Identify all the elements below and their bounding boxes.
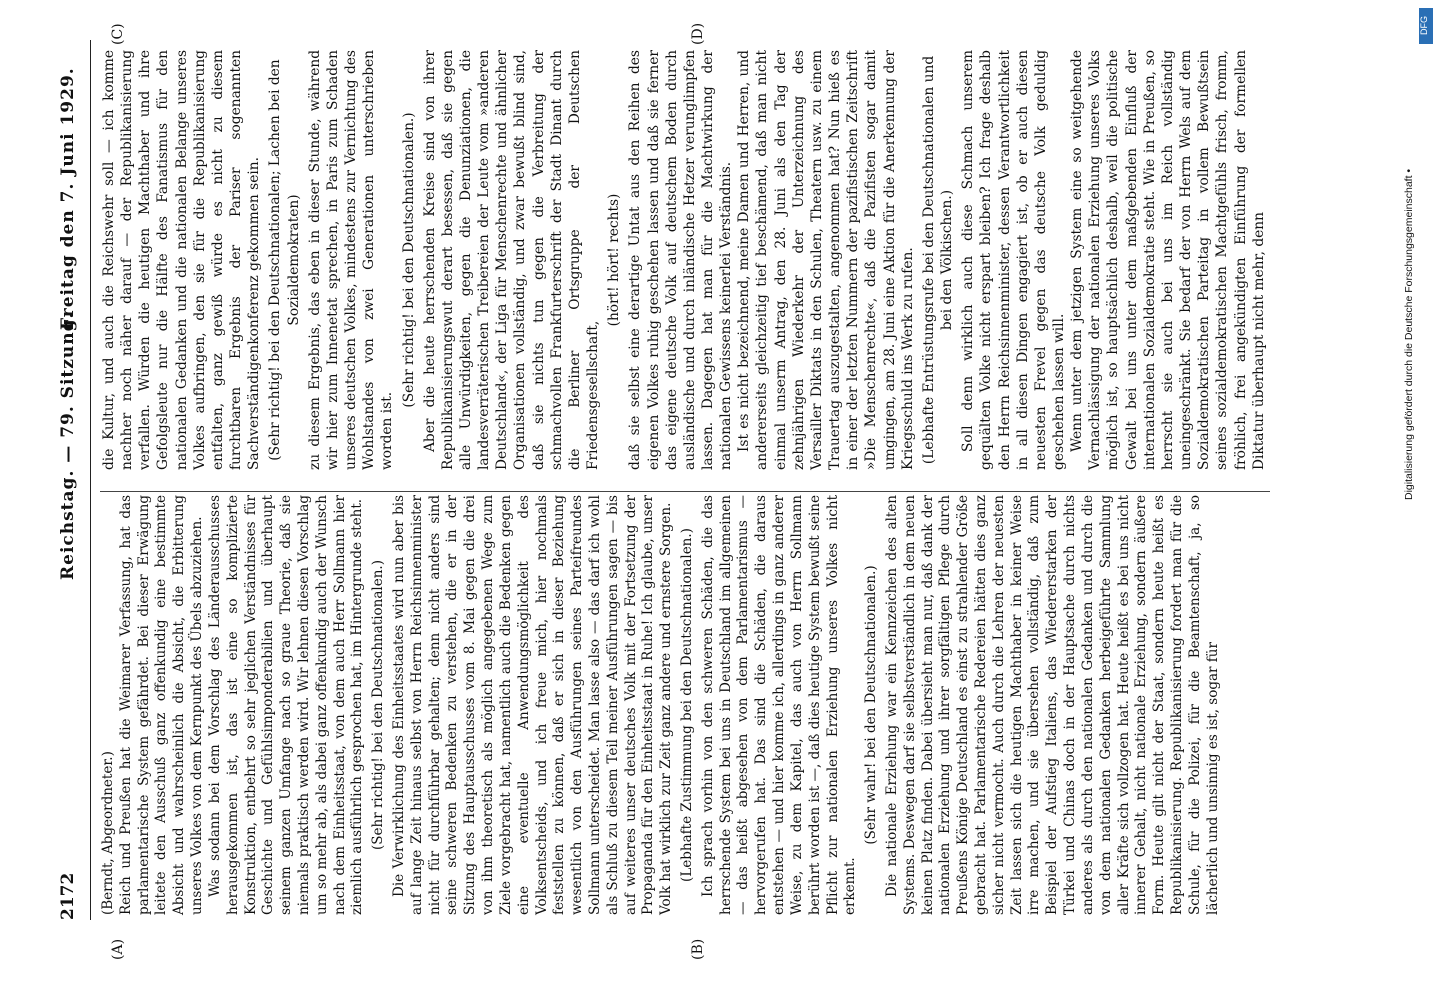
margin-letter-d: (D) (690, 22, 706, 45)
interjection: (Sehr richtig! bei den Deutschnationalen.) (400, 112, 417, 408)
header-rule (90, 40, 91, 920)
paragraph: Soll denn wirklich auch diese Schmach unserem gequälten Volke nicht erspart bleiben? Ich frage deshalb den Herrn Reichsinnenminister, dessen Verantwortlichkeit in all diesen Dingen engagiert ist, ob er auch diesen neuesten Frevel gegen das deutsche Volk geduldig geschehen lassen will. (960, 50, 1067, 470)
column-divider (100, 491, 1270, 492)
paragraph: daß sie selbst eine derartige Untat aus den Reihen des eigenen Volkes ruhig geschehen lassen und daß sie ferner das eigene deutsche Volk auf deutschem Boden durch ausländische und durch inländische Hetzer verunglimpfen lassen. Dagegen hat man für die Machtwirkung der nationalen Gewissens keinerlei Verständnis. (627, 50, 735, 470)
margin-letter-a: (A) (110, 938, 126, 960)
speaker-label: (Berndt, Abgeordneter.) (100, 751, 116, 915)
left-column (100, 495, 1222, 915)
margin-letter-b: (B) (690, 938, 706, 960)
page-number: 2172 (58, 872, 78, 920)
right-column (100, 50, 1268, 470)
dfg-logo: DFG (1419, 8, 1433, 44)
paragraph: Ist es nicht bezeichnend, meine Damen und Herren, und andererseits gleichzeitig tief beschämend, daß man nicht einmal unserm Antrag, den 28. Juni als den Tag der zehnjährigen Wiederkehr der Unterzeichnung des Versailler Diktats in den Schulen, Theatern usw. zu einem Trauertag auszugestalten, angenommen hat? Nun hieß es in einer der letzten Nummern der pazifistischen Zeitschrift »Die Menschenrechte«, daß die Pazifisten sogar damit umgingen, am 28. Juni eine Aktion für die Anerkennung der Kriegsschuld ins Werk zu rufen. (736, 50, 916, 470)
paragraph: Aber die heute herrschenden Kreise sind von ihrer Republikanisierungswut derart besessen, daß sie gegen alle Unwürdigkeiten, gegen die Denunziationen, die landesverräterischen Treibereien der Leute vom »anderen Deutschland«, der Liga für Menschenrechte und ähnlicher Organisationen vollständig, und zwar bewußt blind sind, daß sie nichts tun gegen die Verbreitung der schmachvollen Frankfurterschrift der Stadt Dinant durch die Berliner Ortsgruppe der Deutschen Friedensgesellschaft, (421, 50, 602, 470)
interjection: (hört! hört! rechts) (606, 193, 623, 327)
paragraph: Was sodann bei dem Vorschlag des Länderausschusses herausgekommen ist, das ist eine so komplizierte Konstruktion, entbehrt so sehr jeglichen Verständnisses für Geschichte und Gefühlsimponderabilien und überhaupt seinem ganzen Umfange nach so graue Theorie, daß sie niemals praktisch werden wird. Wir lehnen diesen Vorschlag um so mehr ab, als dabei ganz offenkundig auch der Wunsch nach dem Einheitsstaat, von dem auch Herr Sollmann hier ziemlich ausführlich gesprochen hat, im Hintergrunde steht. (206, 495, 366, 915)
interjection: (Sehr richtig! bei den Deutschnationalen; Lachen bei den Sozialdemokraten) (267, 59, 302, 461)
session-title: Reichstag. — 79. Sitzung. (58, 311, 78, 580)
margin-letter-c: (C) (110, 23, 126, 45)
paragraph: Reich und Preußen hat die Weimarer Verfassung, hat das parlamentarische System gefährdet. Bei dieser Erwägung leitete den Ausschuß ganz offenkundig eine bestimmte Absicht und wahrscheinlich die Absicht, die Erbitterung unseres Volkes von dem Kernpunkt des Übels abzuziehen. (117, 495, 206, 915)
paragraph: Wenn unter dem jetzigen System eine so weitgehende Vernachlässigung der nationalen Erziehung unseres Volks möglich ist, so hauptsächlich deshalb, weil die politische Gewalt bei uns unter dem maßgebenden Einfluß der internationalen Sozialdemokratie steht. Wie in Preußen, so herrscht sie auch bei uns im Reich vollständig uneingeschränkt. Sie bedarf der von Herrn Wels auf dem Sozialdemokratischen Parteitag in vollem Bewußtsein seines sozialdemokratischen Machtgefühls frisch, fromm, fröhlich, frei angekündigten Einführung der formellen Diktatur überhaupt nicht mehr, denn (1069, 50, 1267, 470)
paragraph: zu diesem Ergebnis, das eben in dieser Stunde, während wir hier zum Innenetat sprechen, in Paris zum Schaden unseres deutschen Volkes, mindestens zur Vernichtung des Wohlstandes von zwei Generationen unterschrieben worden ist. (306, 50, 396, 470)
page-header (52, 40, 92, 920)
interjection: (Sehr richtig! bei den Deutschnationalen.) (370, 560, 387, 850)
paragraph: Ich sprach vorhin von den schweren Schäden, die das herrschende System bei uns in Deutschland im allgemeinen — das heißt abgesehen von dem Parlamentarismus — hervorgerufen hat. Das sind die Schäden, die daraus entstehen — und hier komme ich, allerdings in ganz anderer Weise, zu dem Kapitel, das auch von Herrn Sollmann berührt worden ist —, daß dies heutige System bewußt seine Pflicht zur nationalen Erziehung unseres Volkes nicht erkennt. (699, 495, 859, 915)
digitization-credit: Digitalisierung gefördert durch die Deutsche Forschungsgemeinschaft • (1403, 168, 1415, 500)
interjection: (Lebhafte Entrüstungsrufe bei den Deutschnationalen und bei den Völkischen.) (920, 55, 956, 465)
interjection: (Lebhafte Zustimmung bei den Deutschnationalen.) (679, 528, 695, 882)
paragraph: Die Verwirklichung des Einheitsstaates wird nun aber bis auf lange Zeit hinaus selbst von Herrn Reichsinnenminister nicht für durchführbar gehalten; denn nicht anders sind seine schweren Bedenken zu verstehen, die er in der Sitzung des Hauptausschusses vom 8. Mai gegen die drei von ihm theoretisch als möglich angegebenen Wege zum Ziele vorgebracht hat, namentlich auch die Bedenken gegen eine eventuelle Anwendungsmöglichkeit des Volksentscheids, und ich freue mich, hier nochmals feststellen zu können, daß er sich in dieser Beziehung wesentlich von den Ausführungen seines Parteifreundes Sollmann unterscheidet. Man lasse also — das darf ich wohl als Schluß zu diesem Teil meiner Ausführungen sagen — bis auf weiteres unser deutsches Volk mit der Fortsetzung der Propaganda für den Einheitsstaat in Ruhe! Ich glaube, unser Volk hat wirklich zur Zeit ganz andere und ernstere Sorgen. (391, 495, 675, 915)
session-date: Freitag den 7. Juni 1929. (58, 67, 78, 330)
interjection: (Sehr wahr! bei den Deutschnationalen.) (863, 565, 880, 845)
paragraph: Die nationale Erziehung war ein Kennzeichen des alten Systems. Deswegen darf sie selbstverständlich in dem neuen keinen Platz finden. Dabei übersieht man nur, daß dank der nationalen Erziehung und ihrer sorgfältigen Pflege durch Preußens Könige Deutschland es einst zu strahlender Größe gebracht hat. Parlamentarische Redereien hätten dies ganz sicher nicht vermocht. Auch durch die Lehren der neuesten Zeit lassen sich die heutigen Machthaber in keiner Weise irre machen, und sie übersehen vollständig, daß zum Beispiel der Aufstieg Italiens, das Wiedererstarken der Türkei und Chinas doch in der Hauptsache durch nichts anderes als durch den nationalen Gedanken und durch die von dem nationalen Gedanken herbeigeführte Sammlung aller Kräfte sich vollzogen hat. Heute heißt es bei uns nicht innerer Gehalt, nicht nationale Erziehung, sondern äußere Form. Heute gilt nicht der Staat, sondern heute heißt es Republikanisierung. Republikanisierung fordert man für die Schule, für die Polizei, für die Beamtenschaft, ja, so lächerlich und unsinnig es ist, sogar für (883, 495, 1221, 915)
paragraph: die Kultur, und auch die Reichswehr soll — ich komme nachher noch näher darauf — der Republikanisierung verfallen. Würden die heutigen Machthaber und ihre Gefolgsleute nur die Hälfte des Fanatismus für den nationalen Gedanken und die nationalen Belange unseres Volkes aufbringen, den sie für die Republikanisierung entfalten, ganz gewiß würde es nicht zu diesem furchtbaren Ergebnis der Pariser sogenannten Sachverständigenkonferenz gekommen sein. (101, 50, 263, 470)
